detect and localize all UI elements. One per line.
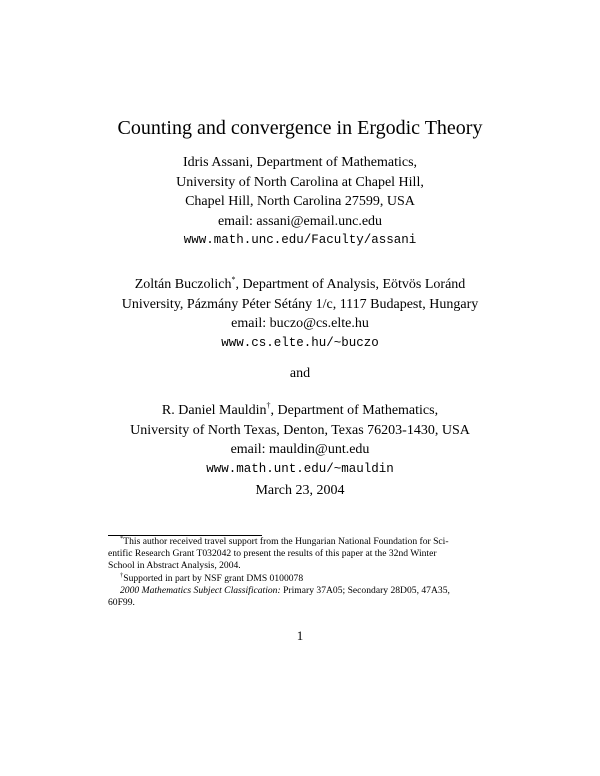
author-name: R. Daniel Mauldin — [161, 403, 267, 418]
page-number: 1 — [296, 628, 304, 643]
author-url: www.math.unc.edu/Faculty/assani — [183, 233, 417, 247]
footnotes — [108, 536, 494, 609]
footnote-mark: * — [120, 535, 124, 542]
paper-date: March 23, 2004 — [255, 483, 345, 498]
footnote-text: Supported in part by NSF grant DMS 0100078 — [123, 572, 304, 584]
affiliation-line: University of North Carolina at Chapel Hill, — [176, 174, 424, 190]
author-affiliation: Department of Mathematics, — [256, 155, 418, 170]
and-separator: and — [289, 366, 311, 381]
affiliation-line: University of North Texas, Denton, Texas 76203-1430, USA — [130, 422, 470, 438]
author-email: email: assani@email.unc.edu — [217, 213, 383, 229]
author-url: www.math.unt.edu/~mauldin — [206, 461, 394, 476]
author-name: Zoltán Buczolich — [134, 277, 232, 292]
footnote-1-line — [108, 536, 494, 548]
msc-classification-cont: 60F99. — [108, 597, 135, 609]
msc-classification — [108, 585, 494, 597]
author-affiliation: , Department of Mathematics, — [270, 403, 439, 418]
affiliation-line: Chapel Hill, North Carolina 27599, USA — [185, 194, 415, 209]
author-name: Idris Assani, — [182, 155, 253, 170]
author-affiliation: , Department of Analysis, Eötvös Loránd — [235, 277, 466, 292]
paper-title: Counting and convergence in Ergodic Theory — [117, 117, 483, 139]
author-block-mauldin — [0, 401, 600, 479]
msc-text: Primary 37A05; Secondary 28D05, 47A35, — [280, 584, 450, 596]
footnote-1-line: entific Research Grant T032042 to present the results of this paper at the 32nd Winter — [108, 548, 437, 560]
footnote-text: This author received travel support from the Hungarian National Foundation for Sci- — [123, 536, 449, 547]
author-block-buczolich — [0, 275, 600, 353]
footnote-2 — [108, 573, 494, 585]
author-email: email: buczo@cs.elte.hu — [231, 316, 369, 331]
author-line-1 — [0, 401, 600, 421]
footnote-mark: † — [266, 401, 271, 410]
author-url: www.cs.elte.hu/~buczo — [221, 335, 379, 350]
footnote-1-line: School in Abstract Analysis, 2004. — [108, 560, 241, 572]
footnote-mark: † — [120, 571, 124, 579]
affiliation-line: University, Pázmány Péter Sétány 1/c, 1117 Budapest, Hungary — [121, 296, 479, 312]
author-line-1 — [0, 275, 600, 295]
author-email: email: mauldin@unt.edu — [230, 442, 370, 457]
author-line-1 — [0, 153, 600, 173]
footnote-mark: * — [231, 275, 236, 284]
msc-label: 2000 Mathematics Subject Classification: — [120, 584, 281, 596]
author-block-assani — [0, 153, 600, 251]
